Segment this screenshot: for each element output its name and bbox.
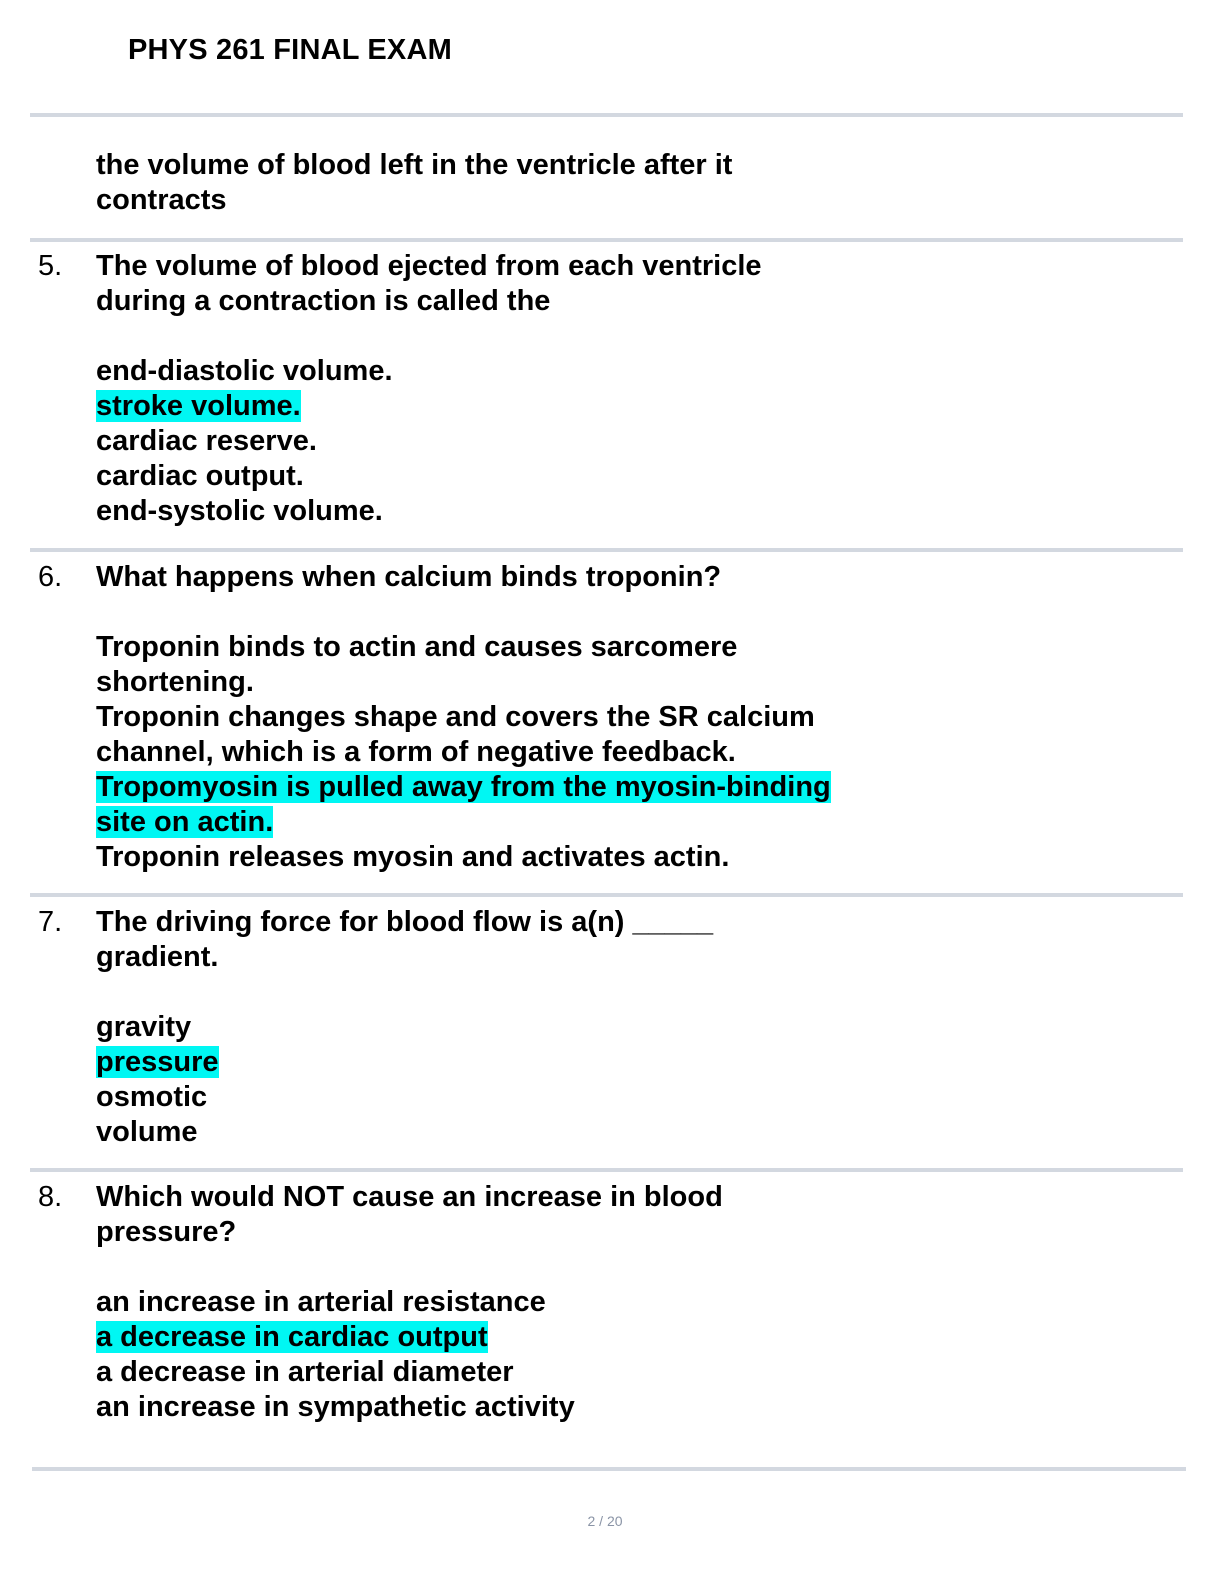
answer-option-correct: site on actin. [96,806,274,838]
question-prompt: The volume of blood ejected from each ventricle [96,250,762,282]
answer-option-correct: stroke volume. [96,390,301,422]
divider [30,238,1183,242]
question-prompt: The driving force for blood flow is a(n) _____ [96,906,714,938]
divider [32,1467,1186,1471]
answer-option: Troponin changes shape and covers the SR calcium [96,701,815,733]
question-7 [96,905,713,1150]
answer-option: end-systolic volume. [96,495,383,527]
answer-option-correct: Tropomyosin is pulled away from the myosin-binding [96,771,831,803]
answer-option: volume [96,1116,198,1148]
question-number: 5. [38,250,63,282]
answer-option: shortening. [96,666,254,698]
divider [30,548,1183,552]
answer-option: end-diastolic volume. [96,355,393,387]
continuation-line: the volume of blood left in the ventricle after it [96,149,733,181]
answer-option-correct: a decrease in cardiac output [96,1321,488,1353]
question-6 [96,560,831,875]
answer-option: gravity [96,1011,192,1043]
answer-option: an increase in arterial resistance [96,1286,546,1318]
divider [30,1168,1183,1172]
question-prompt: Which would NOT cause an increase in blood [96,1181,723,1213]
answer-option: Troponin binds to actin and causes sarcomere [96,631,738,663]
answer-option: cardiac output. [96,460,304,492]
divider [30,893,1183,897]
answer-option-correct: pressure [96,1046,219,1078]
answer-option: cardiac reserve. [96,425,317,457]
answer-option: Troponin releases myosin and activates actin. [96,841,730,873]
question-prompt: during a contraction is called the [96,285,551,317]
question-number: 8. [38,1181,63,1213]
divider [30,113,1183,117]
question-prompt: pressure? [96,1216,237,1248]
question-8 [96,1180,723,1425]
page-indicator: 2 / 20 [587,1513,623,1529]
continuation-line: contracts [96,184,227,216]
page-title: PHYS 261 FINAL EXAM [128,34,452,66]
question-prompt: gradient. [96,941,219,973]
answer-option: a decrease in arterial diameter [96,1356,514,1388]
answer-option: channel, which is a form of negative feedback. [96,736,736,768]
question-5 [96,249,762,529]
previous-answer-continuation [96,148,732,218]
question-number: 7. [38,906,63,938]
answer-option: osmotic [96,1081,208,1113]
answer-option: an increase in sympathetic activity [96,1391,575,1423]
question-number: 6. [38,561,63,593]
question-prompt: What happens when calcium binds troponin? [96,561,722,593]
